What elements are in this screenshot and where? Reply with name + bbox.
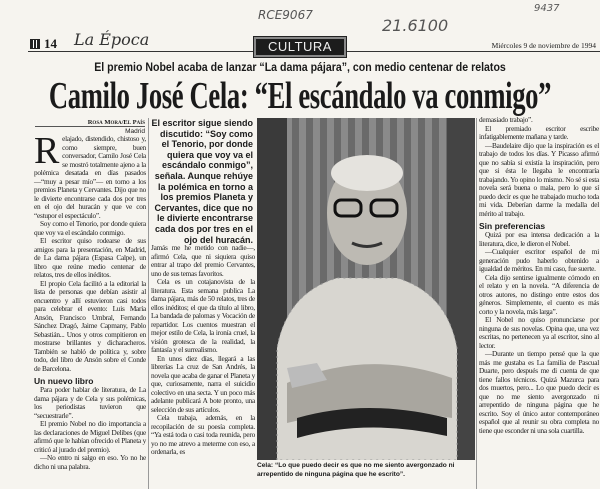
paragraph: El escritor quiso rodearse de sus amigos para la presentación, en Madrid, de La dama pájara (Espasa Calpe), un libro que reúne medio centenar de relatos, tres de ellos inéditos. <box>34 236 146 279</box>
pull-quote: El escritor sigue siendo discutido: “Soy como el Tenorio, por donde quiera que voy va el escándalo conmigo”, señala. Aunque rehúye la polémica en torno a los premios Planeta y Cervantes, dice que no le divierte encontrarse cada dos por tres en el ojo del huracán. <box>151 118 253 245</box>
subheading: Un nuevo libro <box>34 376 94 386</box>
page-number-text: 14 <box>44 36 57 51</box>
paragraph: Soy como el Tenorio, por donde quiera que voy va el escándalo conmigo. <box>34 219 146 237</box>
kicker: El premio Nobel acaba de lanzar “La dama pájara”, con medio centenar de relatos <box>94 62 506 74</box>
section-label: CULTURA <box>254 37 346 57</box>
section-icon <box>30 39 40 49</box>
paragraph: El propio Cela facilitó a la editorial la lista de personas que debían asistir al encuentro y allí estuvieron casi todos para celebrar el evento: Luis María Ansón, Francisco Umbral, Fernando Sánchez Dragó, Jaime Capmany, Pablo Sebastián... Unos y otros compitieron en mostrarse brillantes y dicharacheros. También se habló de política y, sobre todo, del libro de Ansón sobre el Conde de Barcelona. <box>34 278 146 373</box>
subheading: Sin preferencias <box>479 221 546 231</box>
column-2 <box>151 244 255 457</box>
paragraph: El premiado escritor escribe infatigablemente mañana y tarde. <box>479 123 599 141</box>
column-1 <box>34 130 146 471</box>
paragraph: —Cualquier escritor español de mi generación pudo haberlo obtenido a igualdad de méritos. En mi caso, fue suerte. <box>479 247 599 273</box>
paragraph: elajado, distendido, chistoso y, como siempre, buen conversador, Camilo José Cela se mostró totalmente ajeno a la polémica desatada en días pasados —“muy a pesar mío”— en torno a los premios Planeta y Cervantes. Dijo que no le divierte encontrarse cada dos por tres en el ojo del huracán y que ve con “estupor el espectáculo”. <box>34 134 146 220</box>
issue-date: Miércoles 9 de noviembre de 1994 <box>491 41 596 50</box>
paragraph: Para poder hablar de literatura, de La dama pájara y de Cela y sus polémicas, los periodistas tuvieron que “secuestrarle”. <box>34 385 146 420</box>
drop-cap: R <box>34 130 60 172</box>
dateline: Madrid <box>125 128 145 135</box>
paragraph: Jamás me he metido con nadie—, afirmó Cela, que ni siquiera quiso entrar al trapo del premio Cervantes, uno de sus temas favoritos. <box>151 243 255 278</box>
paragraph: En unos diez días, llegará a las librerías La cruz de San Andrés, la novela que acaba de ganar el Planeta y que, curiosamente, narra el suicidio colectivo en una secta. Y un poco más adelante publicará A bote pronto, una selección de sus artículos. <box>151 353 255 414</box>
paragraph: demasiado trabajo”. <box>479 115 533 124</box>
photo-camilo-jose-cela <box>257 118 475 460</box>
paragraph: —Baudelaire dijo que la inspiración es el trabajo de todos los días. Y Picasso afirmó que no sabía si existía la inspiración, pero que si ésta le llegaba le encontraría trabajando. Yo opino lo mismo. No sé si esta novela será buena o mala, pero lo que sí puedo decir es que he trabajado mucho toda mi vida. Deberían darme la medalla del mérito al trabajo. <box>479 140 599 218</box>
paragraph: El Nobel no quiso pronunciarse por ninguna de sus novelas. Opina que, una vez escritas, no pertenecen ya al escritor, sino al lector. <box>479 315 599 350</box>
paragraph: Cela dijo sentirse igualmente cómodo en el relato y en la novela. “A diferencia de otros autores, no distingo entre estos dos géneros. Simplemente, el cuento es más corto y la novela, más larga”. <box>479 272 599 316</box>
column-4 <box>479 116 599 435</box>
handwritten-note: RCE9067 <box>258 8 313 22</box>
paragraph: Quizá por esa intensa dedicación a la literatura, dice, le dieron el Nobel. <box>479 230 599 248</box>
paragraph: Cela trabaja, además, en la recopilación de su poesía completa. “Ya está toda o casi toda reunida, pero yo no me atrevo a meterme con eso, a ordenarla, es <box>151 413 255 456</box>
paragraph: —Durante un tiempo pensé que la que más me gustaba es La familia de Pascual Duarte, pero después me di cuenta de que tiene fallos técnicos. Quizá Mazurca para dos muertos, pero... Lo que puedo decir es que no me siento avergonzado ni arrepentido de ninguna página que he escrito. Soy el único autor contemporáneo español que al reunir su obra completa no tiene que esconder ni una sola cuartilla. <box>479 349 599 435</box>
paragraph: El premio Nobel no dio importancia a las declaraciones de Miguel Delibes (que afirmó que le habían ofrecido el Planeta y criticó al jurado del premio). <box>34 419 146 454</box>
column-divider <box>476 118 477 489</box>
handwritten-note: 21.6100 <box>382 16 449 35</box>
paragraph: Cela es un cotajanovista de la literatura. Esta semana publica La dama pájara, más de 50 relatos, tres de ellos inéditos; el que da título al libro, La bandada de palomas y Vocación de repartidor. Los cuentos muestran el mejor estilo de Cela, la ironía cruel, la visión grotesca de la realidad, la fantasía y el surrealismo. <box>151 277 255 354</box>
paragraph: —No entro ni salgo en eso. Yo no he dicho ni una palabra. <box>34 453 146 471</box>
newspaper-logo: La Época <box>74 30 150 49</box>
handwritten-note: 9437 <box>534 3 560 14</box>
headline: Camilo José Cela: “El escándalo va conmigo” <box>48 75 552 117</box>
column-divider <box>148 118 149 489</box>
byline: Rosa Mora/El País <box>35 119 145 127</box>
photo-caption: Cela: “Lo que puedo decir es que no me siento avergonzado ni arrepentido de ninguna página que he escrito”. <box>257 462 455 478</box>
page-number <box>30 36 57 52</box>
